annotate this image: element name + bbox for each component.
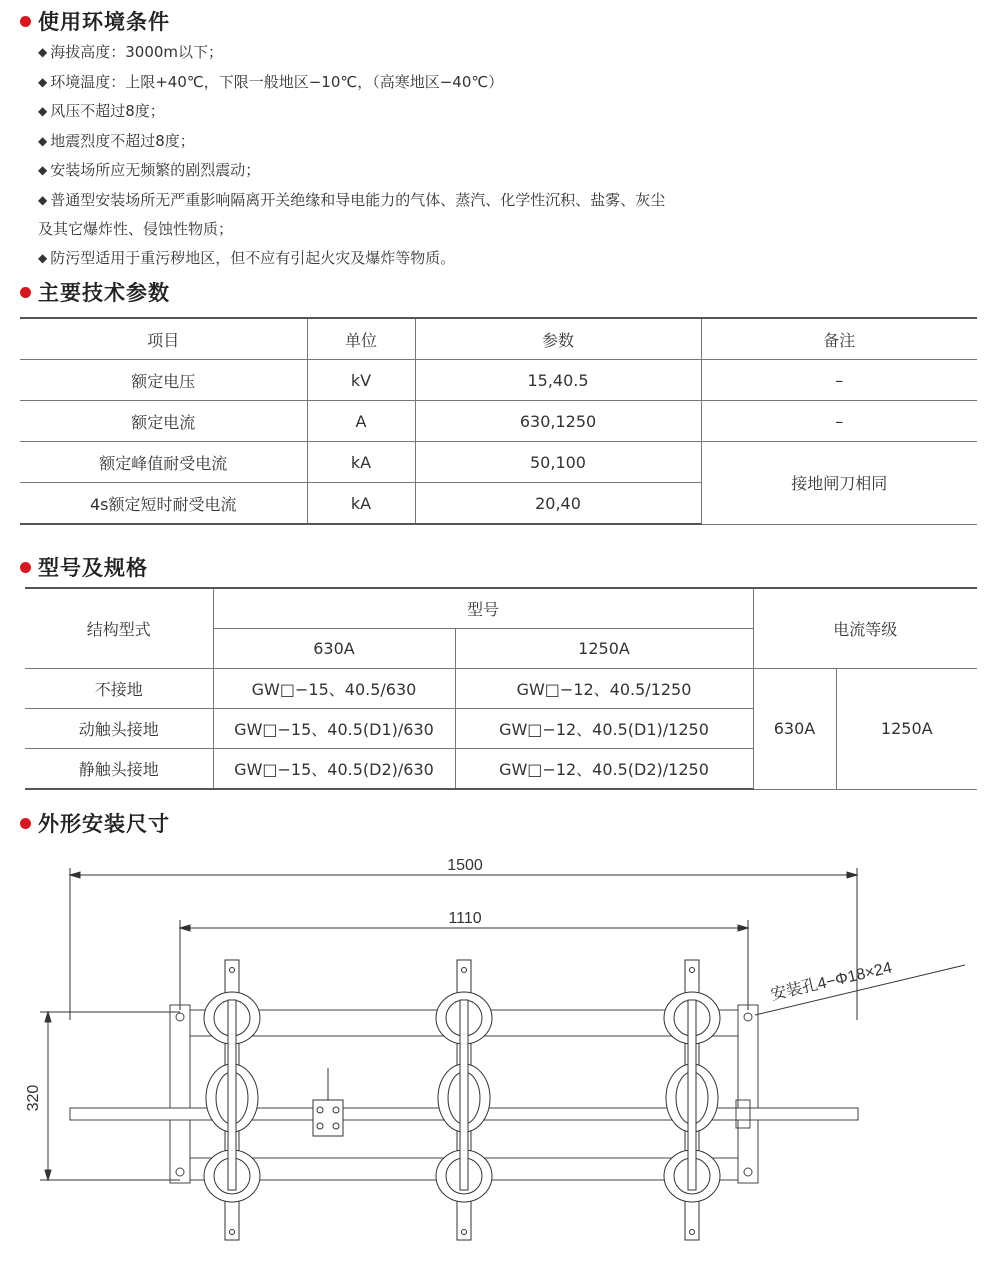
table-row (20, 360, 977, 401)
list-item: ◆ 安装场所应无频繁的剧烈震动； (38, 161, 261, 179)
dimension-height (25, 1012, 180, 1180)
header-cell: 单位 (307, 318, 415, 360)
operating-mechanism (313, 1068, 343, 1136)
table-cell: 额定电流 (20, 401, 307, 442)
list-item: ◆ 防污型适用于重污秽地区，但不应有引起火灾及爆炸等物质。 (38, 248, 456, 267)
dim-1500-label: 1500 (447, 857, 483, 874)
env-section-title (20, 6, 170, 36)
table-cell: kA (307, 483, 415, 525)
diamond-bullet-icon: ◆ (38, 192, 48, 207)
table-cell: 20,40 (415, 483, 701, 525)
table-cell: kA (307, 442, 415, 483)
bullet-dot-icon (20, 287, 31, 298)
list-item: ◆ 地震烈度不超过8度； (38, 131, 195, 150)
table-cell: kV (307, 360, 415, 401)
list-item-continuation: 及其它爆炸性、侵蚀性物质； (38, 220, 234, 238)
models-section-title (20, 552, 148, 582)
table-cell: GW□−12、40.5(D1)/1250 (455, 709, 753, 749)
header-630: 630A (213, 629, 455, 669)
pole-2 (436, 960, 492, 1240)
table-cell: GW□−15、40.5(D1)/630 (213, 709, 455, 749)
diamond-bullet-icon: ◆ (38, 250, 48, 265)
table-row (20, 442, 977, 483)
header-cell: 备注 (701, 318, 977, 360)
diamond-bullet-icon: ◆ (38, 45, 48, 59)
table-cell: 4s额定短时耐受电流 (20, 483, 307, 525)
diamond-bullet-icon: ◆ (38, 133, 48, 148)
list-item: ◆ 海拔高度：3000m以下； (38, 43, 224, 61)
table-cell: GW□−12、40.5/1250 (455, 669, 753, 709)
merged-note-cell: 接地闸刀相同 (701, 442, 977, 525)
models-title: 型号及规格 (38, 556, 148, 580)
mounting-hole-callout (755, 958, 965, 1015)
table-header-row (20, 318, 977, 360)
header-cell: 项目 (20, 318, 307, 360)
table-cell: – (701, 360, 977, 401)
header-current: 电流等级 (753, 588, 977, 669)
pole-1 (204, 960, 260, 1240)
list-item: ◆ 环境温度：上限+40℃，下限一般地区−10℃，（高寒地区−40℃） (38, 72, 504, 91)
table-row (25, 669, 977, 709)
header-model: 型号 (213, 588, 753, 629)
current-1250-cell: 1250A (836, 669, 977, 790)
dim-1110-label: 1110 (448, 910, 482, 927)
bullet-dot-icon (20, 818, 31, 829)
table-cell: 动触头接地 (25, 709, 213, 749)
pole-3 (664, 960, 720, 1240)
models-table (25, 587, 977, 790)
bullet-dot-icon (20, 562, 31, 573)
table-cell: GW□−15、40.5(D2)/630 (213, 749, 455, 790)
list-item: ◆ 普通型安装场所无严重影响隔离开关绝缘和导电能力的气体、蒸汽、化学性沉积、盐雾、灰尘 (38, 190, 666, 209)
params-table (20, 317, 977, 525)
header-cell: 参数 (415, 318, 701, 360)
dims-section-title (20, 808, 170, 838)
header-structure: 结构型式 (25, 588, 213, 669)
bullet-dot-icon (20, 16, 31, 27)
dim-320-label: 320 (25, 1084, 42, 1112)
table-cell: 50,100 (415, 442, 701, 483)
hole-note-label: 安装孔4−Φ18×24 (769, 959, 894, 1004)
table-header-row (25, 588, 977, 629)
table-cell: GW□−12、40.5(D2)/1250 (455, 749, 753, 790)
diamond-bullet-icon: ◆ (38, 104, 48, 118)
dims-title: 外形安装尺寸 (38, 812, 170, 836)
table-row (20, 401, 977, 442)
table-cell: 静触头接地 (25, 749, 213, 790)
current-630-cell: 630A (753, 669, 836, 790)
table-cell: GW□−15、40.5/630 (213, 669, 455, 709)
table-cell: A (307, 401, 415, 442)
list-item: ◆ 风压不超过8度； (38, 102, 165, 120)
table-cell: 15,40.5 (415, 360, 701, 401)
table-cell: 630,1250 (415, 401, 701, 442)
header-1250: 1250A (455, 629, 753, 669)
table-cell: 额定峰值耐受电流 (20, 442, 307, 483)
table-cell: 不接地 (25, 669, 213, 709)
table-cell: 额定电压 (20, 360, 307, 401)
diamond-bullet-icon: ◆ (38, 163, 48, 177)
installation-drawing (20, 840, 980, 1260)
env-list (38, 38, 838, 273)
env-title: 使用环境条件 (38, 10, 170, 34)
table-cell: – (701, 401, 977, 442)
params-section-title (20, 277, 170, 307)
diamond-bullet-icon: ◆ (38, 74, 48, 89)
params-title: 主要技术参数 (38, 281, 170, 305)
